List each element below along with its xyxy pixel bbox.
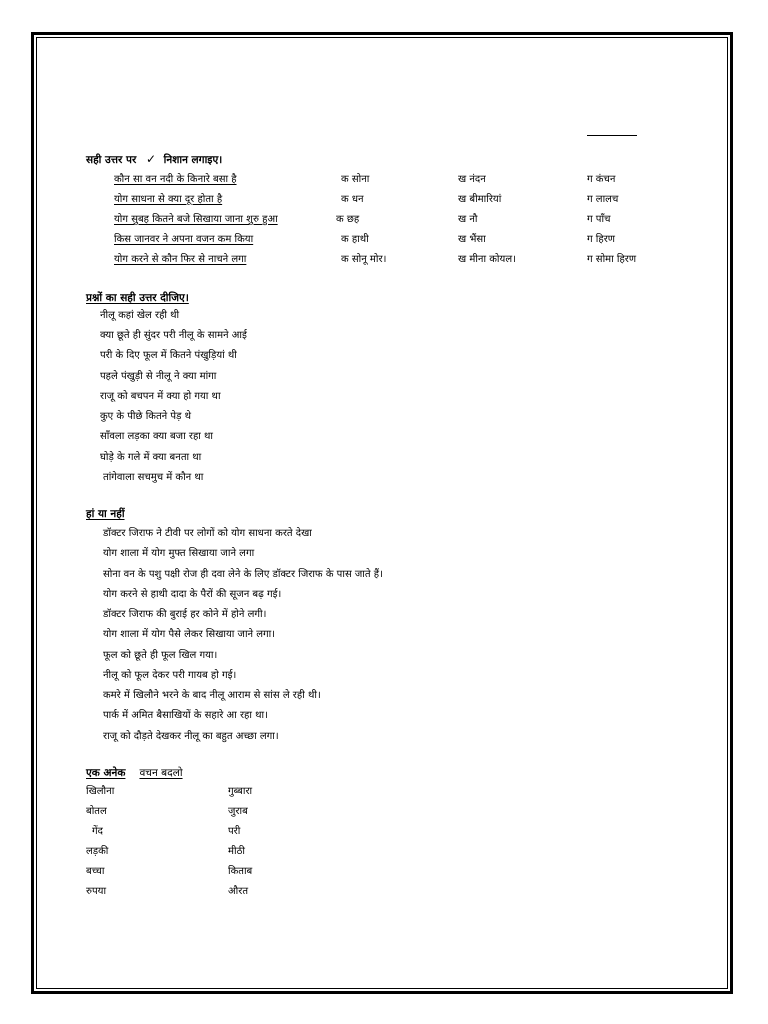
question-item: क्या छूते ही सुंदर परी नीलू के सामने आई [100, 330, 247, 341]
question-item: राजू को बचपन में क्या हो गया था [100, 391, 221, 402]
section4-heading [86, 767, 183, 779]
question-item: घोड़े के गले में क्या बनता था [100, 452, 202, 463]
mcq-option-b: ख नंदन [458, 174, 486, 185]
word-item: गेंद [92, 826, 103, 837]
word-item: परी [228, 826, 241, 837]
yes-no-item: सोना वन के पशु पक्षी रोज ही दवा लेने के लिए डॉक्टर जिराफ के पास जाते हैं। [103, 569, 383, 580]
question-item: साँवला लड़का क्या बजा रहा था [100, 431, 214, 442]
mcq-question: योग सुबह कितने बजे सिखाया जाना शुरु हुआ [114, 214, 278, 225]
name-blank-line [587, 135, 637, 136]
yes-no-item: राजू को दौड़ते देखकर नीलू का बहुत अच्छा लगा। [103, 731, 279, 742]
section1-heading-text: सही उत्तर पर [86, 154, 137, 166]
yes-no-item: डॉक्टर जिराफ की बुराई हर कोने में होने लगी। [103, 609, 267, 620]
mcq-option-b: ख मीना कोयल। [458, 254, 516, 265]
section4-heading-2: वचन बदलो [139, 767, 183, 779]
mcq-option-c: ग कंचन [587, 174, 616, 185]
section2-heading: प्रश्नों का सही उत्तर दीजिए। [86, 292, 189, 304]
yes-no-item: फूल को छूते ही फूल खिल गया। [103, 650, 218, 661]
yes-no-item: नीलू को फूल देकर परी गायब हो गई। [103, 670, 237, 681]
yes-no-item: कमरे में खिलौने भरने के बाद नीलू आराम से सांस ले रही थी। [103, 690, 321, 701]
word-item: औरत [228, 886, 249, 897]
mcq-question: कौन सा वन नदी के किनारे बसा है [114, 174, 237, 185]
word-item: खिलौना [86, 786, 115, 797]
mcq-option-c: ग सोमा हिरण [587, 254, 637, 265]
mcq-option-a: क छह [336, 214, 360, 225]
word-item: रुपया [86, 886, 107, 897]
yes-no-item: योग करने से हाथी दादा के पैरों की सूजन बढ़ गई। [103, 589, 282, 600]
word-item: मीठी [228, 846, 245, 857]
mcq-option-b: ख नौ [458, 214, 478, 225]
question-item: कुए के पीछे कितने पेड़ थे [100, 411, 192, 422]
word-item: लड़की [86, 846, 109, 857]
section1-heading-tail: निशान लगाइए। [163, 154, 223, 166]
question-item: परी के दिए फूल में कितने पंखुड़ियां थी [100, 350, 237, 361]
yes-no-item: योग शाला में योग पैसे लेकर सिखाया जाने लगा। [103, 629, 276, 640]
word-item: बोतल [86, 806, 107, 817]
mcq-option-a: क धन [341, 194, 364, 205]
question-item: नीलू कहां खेल रही थी [100, 310, 180, 321]
word-item: गुब्बारा [228, 786, 253, 797]
yes-no-item: योग शाला में योग मुफ्त सिखाया जाने लगा [103, 548, 255, 559]
mcq-option-b: ख बीमारियां [458, 194, 502, 205]
mcq-question: योग करने से कौन फिर से नाचने लगा [114, 254, 247, 265]
question-item: पहले पंखुड़ी से नीलू ने क्या मांगा [100, 371, 217, 382]
yes-no-item: पार्क में अमित बैसाखियों के सहारे आ रहा था। [103, 710, 268, 721]
check-mark-icon: ✓ [145, 152, 156, 166]
mcq-option-a: क सोना [341, 174, 370, 185]
mcq-question: किस जानवर ने अपना वजन कम किया [114, 234, 254, 245]
word-item: बच्चा [86, 866, 105, 877]
section3-heading: हां या नहीं [86, 508, 125, 520]
mcq-option-c: ग हिरण [587, 234, 616, 245]
yes-no-item: डॉक्टर जिराफ ने टीवी पर लोगों को योग साधना करते देखा [103, 528, 312, 539]
mcq-option-a: क हाथी [341, 234, 369, 245]
word-item: किताब [228, 866, 253, 877]
question-item: तांगेवाला सचमुच में कौन था [103, 472, 204, 483]
mcq-question: योग साधना से क्या दूर होता है [114, 194, 223, 205]
mcq-option-b: ख भैंसा [458, 234, 486, 245]
word-item: जुराब [228, 806, 248, 817]
mcq-option-c: ग लालच [587, 194, 619, 205]
mcq-option-a: क सोनू मोर। [341, 254, 387, 265]
section1-heading [86, 153, 222, 166]
mcq-option-c: ग पाँच [587, 214, 611, 225]
section4-heading-text: एक अनेक [86, 767, 126, 779]
